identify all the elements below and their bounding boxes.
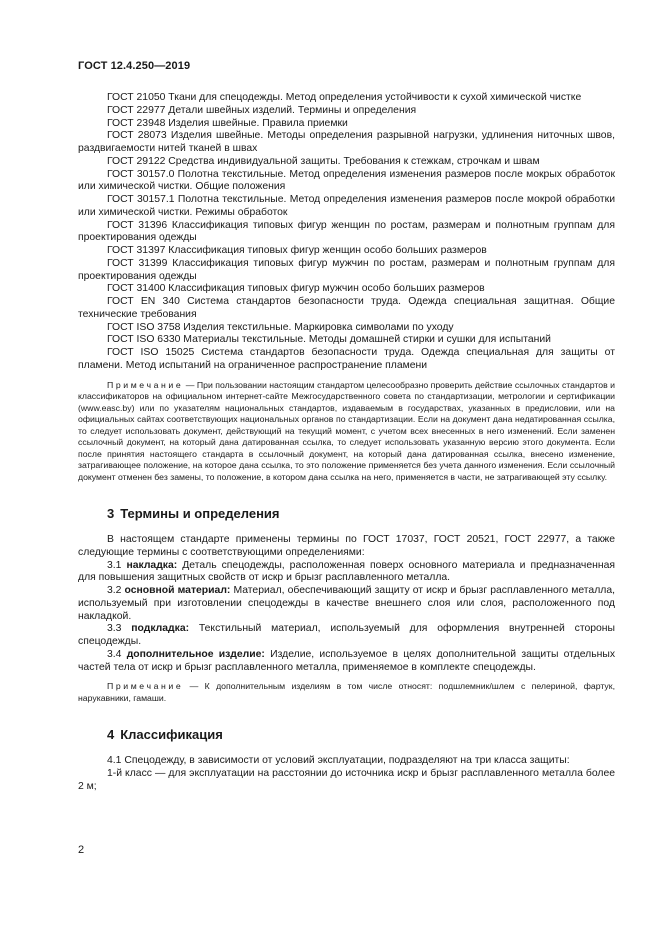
reference-item: ГОСТ 31400 Классификация типовых фигур мужчин особо больших размеров <box>107 283 485 295</box>
term-name: подкладка: <box>131 623 190 635</box>
reference-item: ГОСТ 29122 Средства индивидуальной защиты. Требования к стежкам, строчкам и швам <box>107 155 540 167</box>
section-title: Классификация <box>120 727 223 743</box>
term-text: Материал, обеспечивающий защиту от искр и брызг расплавленного металла, используемый при изготовлении спецодежды в качестве внешнего слоя или слоя, расположенного под накладкой. <box>78 585 615 622</box>
terms-note <box>78 681 615 704</box>
section-number: 3 <box>107 506 115 521</box>
reference-item: ГОСТ 21050 Ткани для спецодежды. Метод определения устойчивости к сухой химической чистке <box>107 92 582 103</box>
reference-item: ГОСТ EN 340 Система стандартов безопасности труда. Одежда специальная защитная. Общие технические требования <box>78 296 615 320</box>
note-label: Примечание <box>107 681 184 692</box>
term-text: Изделие, используемое в целях дополнительной защиты отдельных частей тела от искр и брызг расплавленного металла, применяемое в комплекте спецодежды. <box>78 648 616 673</box>
page-number: 2 <box>78 844 85 856</box>
section-number: 4 <box>107 727 115 743</box>
reference-item: ГОСТ 28073 Изделия швейные. Методы определения разрывной нагрузки, удлинения ниточных швов, раздвигаемости нитей тканей в швах <box>78 130 615 154</box>
reference-item: ГОСТ 31397 Классификация типовых фигур женщин особо больших размеров <box>107 245 487 256</box>
term-number: 3.3 <box>107 623 122 635</box>
term-name: накладка: <box>126 559 178 571</box>
term-number: 3.4 <box>107 648 122 660</box>
reference-item: ГОСТ 30157.0 Полотна текстильные. Метод определения изменения размеров после мокрых обработок или химической чистки. Общие положения <box>78 168 615 193</box>
reference-item: ГОСТ 22977 Детали швейных изделий. Термины и определения <box>107 104 417 116</box>
note-label: Примечание <box>107 379 184 390</box>
references-list <box>78 92 615 373</box>
reference-item: ГОСТ ISO 6330 Материалы текстильные. Методы домашней стирки и сушки для испытаний <box>107 334 551 346</box>
note-text: — При пользовании настоящим стандартом целесообразно проверить действие ссылочных стандартов и классификаторов на официальном интернет-сайте Межгосударственного совета по стандартизации, метрологии и сертификации (www.easc.by) или по указателям национальных стандартов, издаваемым в государствах, указанных в предисловии, или на официальных сайтах соответствующих национальных органов по стандартизации. Если на документ дана недатированная ссылка, то следует использовать документ, действующий на текущий момент, с учетом всех внесенных в него изменений. Если заменен ссылочный документ, на который дана датированная ссылка, то следует использовать указанную версию этого документа. Если после принятия настоящего стандарта в ссылочный документ, на который дана датированная ссылка, внесено изменение, затрагивающее положение, на которое дана ссылка, то это положение применяется без учета данного изменения. Если ссылочный документ отменен без замены, то положение, в котором дана ссылка на него, применяется в части, не затрагивающей эту ссылку. <box>78 379 615 482</box>
term-number: 3.2 <box>107 585 122 596</box>
note-text: — К дополнительным изделиям в том числе относят: подшлемник/шлем с пелериной, фартук, нарукавники, гамаши. <box>78 681 615 703</box>
section-intro: В настоящем стандарте применены термины по ГОСТ 17037, ГОСТ 20521, ГОСТ 22977, а также следующие термины с соответствующими определениями: <box>78 534 615 558</box>
reference-item: ГОСТ 31396 Классификация типовых фигур женщин по ростам, размерам и полнотным группам для проектирования одежды <box>78 219 615 244</box>
section-heading <box>78 727 615 743</box>
term-text: Деталь спецодежды, расположенная поверх основного материала и предназначенная для повышения защитных свойств от искр и брызг расплавленного металла. <box>78 559 615 584</box>
reference-item: ГОСТ ISO 15025 Система стандартов безопасности труда. Одежда специальная для защиты от пламени. Метод испытаний на ограниченное распространение пламени <box>78 347 615 371</box>
term-text: Текстильный материал, используемый для оформления внутренней стороны спецодежды. <box>78 623 616 647</box>
paragraph: 1-й класс — для эксплуатации на расстоянии до источника искр и брызг расплавленного металла более 2 м; <box>78 768 615 792</box>
term-definition <box>78 585 615 623</box>
section-heading <box>78 506 615 522</box>
reference-note <box>78 380 615 484</box>
reference-item: ГОСТ ISO 3758 Изделия текстильные. Маркировка символами по уходу <box>107 321 454 333</box>
section-title: Термины и определения <box>120 506 280 521</box>
term-definition <box>78 649 615 675</box>
term-name: основной материал: <box>124 585 231 596</box>
reference-item: ГОСТ 30157.1 Полотна текстильные. Метод определения изменения размеров после мокрой обработки или химической чистки. Режимы обработок <box>78 194 615 218</box>
term-name: дополнительное изделие: <box>126 648 265 660</box>
paragraph: 4.1 Спецодежду, в зависимости от условий эксплуатации, подразделяют на три класса защиты: <box>107 755 570 767</box>
term-definition <box>78 560 615 586</box>
reference-item: ГОСТ 23948 Изделия швейные. Правила приемки <box>107 117 348 129</box>
term-number: 3.1 <box>107 559 122 571</box>
page-header: ГОСТ 12.4.250—2019 <box>78 60 191 72</box>
reference-item: ГОСТ 31399 Классификация типовых фигур мужчин по ростам, размерам и полнотным группам для проектирования одежды <box>78 257 615 282</box>
document-body <box>78 92 615 794</box>
term-definition <box>78 623 615 649</box>
